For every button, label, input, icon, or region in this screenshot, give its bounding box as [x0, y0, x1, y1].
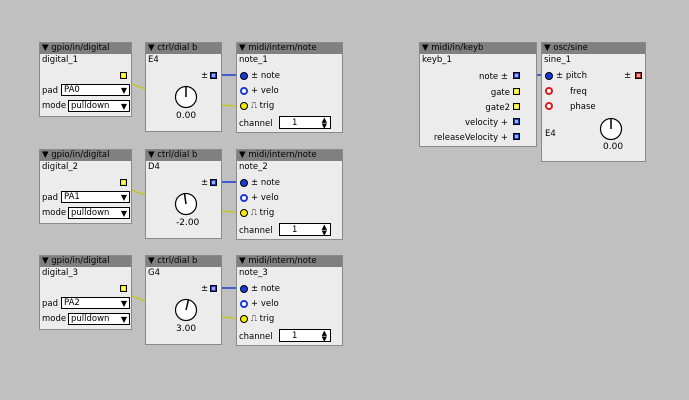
dial-out-pm: ± [201, 71, 209, 81]
note-instance: note_1 [239, 55, 268, 65]
dial-value: 3.00 [176, 324, 197, 334]
note-in-note-port[interactable] [240, 285, 248, 293]
sine-instance: sine_1 [544, 55, 572, 65]
dial-value: 0.00 [176, 111, 197, 121]
dial-object[interactable] [145, 149, 222, 239]
note-in-note-port[interactable] [240, 72, 248, 80]
note-channel-label: channel [239, 226, 273, 236]
gpio-pad-label: pad [42, 86, 58, 96]
note-title: midi/intern/note [248, 150, 317, 160]
sine-object[interactable] [541, 42, 646, 162]
note-in-trig-port[interactable] [240, 209, 248, 217]
gpio-mode-label: mode [42, 101, 67, 111]
note-object[interactable] [236, 42, 343, 133]
chevron-down-icon: ▼ [120, 299, 127, 308]
sine-dial-knob[interactable] [598, 116, 624, 142]
pad-select-value: PA2 [64, 298, 80, 308]
spinner-arrows-icon[interactable]: ▲ ▼ [321, 116, 327, 130]
pad-select[interactable] [61, 297, 130, 309]
note-in-trig-port[interactable] [240, 102, 248, 110]
note-in-note-port[interactable] [240, 179, 248, 187]
dial-instance: D4 [148, 162, 160, 172]
chevron-down-icon: ▼ [120, 315, 127, 324]
note-title: midi/intern/note [248, 43, 317, 53]
dial-title: ctrl/dial b [157, 256, 198, 266]
sine-in-phase-label: phase [570, 102, 596, 112]
gpio-pad-label: pad [42, 193, 58, 203]
note-in-note-label: ± note [251, 178, 280, 188]
dial-knob[interactable] [173, 297, 199, 323]
note-in-trig-port[interactable] [240, 315, 248, 323]
mode-select[interactable] [68, 100, 130, 112]
gpio-mode-label: mode [42, 314, 67, 324]
keyb-out-gate2-label: gate2 [485, 103, 510, 113]
keyb-header[interactable]: ▼ midi/in/keyb [420, 43, 536, 54]
dial-title: ctrl/dial b [157, 150, 198, 160]
gpio-mode-label: mode [42, 208, 67, 218]
gpio-title: gpio/in/digital [51, 150, 110, 160]
keyb-out-gate-port[interactable] [513, 88, 520, 95]
chevron-down-icon: ▼ [120, 209, 127, 218]
note-in-trig-label: ⎍ trig [251, 314, 275, 324]
channel-value: 1 [292, 331, 298, 341]
chevron-down-icon: ▼ [120, 102, 127, 111]
keyb-instance: keyb_1 [422, 55, 452, 65]
note-header[interactable]: ▼ midi/intern/note [237, 256, 342, 267]
note-channel-label: channel [239, 119, 273, 129]
pad-select-value: PA1 [64, 192, 80, 202]
note-channel-label: channel [239, 332, 273, 342]
dial-instance: G4 [148, 268, 160, 278]
note-instance: note_3 [239, 268, 268, 278]
mode-select[interactable] [68, 207, 130, 219]
sine-header[interactable]: ▼ osc/sine [542, 43, 645, 54]
note-object[interactable] [236, 255, 343, 346]
dial-out-pm: ± [201, 284, 209, 294]
note-in-velo-label: + velo [251, 86, 279, 96]
sine-in-pitch-label: ± pitch [556, 71, 587, 81]
channel-spinner[interactable] [279, 329, 331, 342]
channel-spinner[interactable] [279, 116, 331, 129]
keyb-out-gate-label: gate [490, 88, 510, 98]
pad-select[interactable] [61, 191, 130, 203]
keyb-title: midi/in/keyb [431, 43, 484, 53]
sine-in-pitch-port[interactable] [545, 72, 553, 80]
gpio-object[interactable] [39, 42, 132, 117]
gpio-pad-label: pad [42, 299, 58, 309]
note-in-trig-label: ⎍ trig [251, 101, 275, 111]
dial-knob[interactable] [173, 191, 199, 217]
dial-out-port[interactable] [210, 179, 217, 186]
dial-out-pm: ± [201, 178, 209, 188]
gpio-instance: digital_3 [42, 268, 79, 278]
dial-instance: E4 [148, 55, 159, 65]
dial-title: ctrl/dial b [157, 43, 198, 53]
gpio-out-port[interactable] [120, 179, 127, 186]
sine-in-phase-port[interactable] [545, 102, 553, 110]
keyb-out-velocity-port[interactable] [513, 118, 520, 125]
keyb-object[interactable] [419, 42, 537, 147]
sine-dial-value: 0.00 [603, 142, 624, 152]
keyb-out-release-port[interactable] [513, 133, 520, 140]
gpio-header[interactable]: ▼ gpio/in/digital [40, 150, 131, 161]
sine-in-freq-label: freq [570, 87, 587, 97]
channel-spinner[interactable] [279, 223, 331, 236]
gpio-instance: digital_2 [42, 162, 79, 172]
gpio-object[interactable] [39, 255, 132, 330]
note-in-trig-label: ⎍ trig [251, 208, 275, 218]
gpio-header[interactable]: ▼ gpio/in/digital [40, 256, 131, 267]
note-in-velo-port[interactable] [240, 87, 248, 95]
note-header[interactable]: ▼ midi/intern/note [237, 150, 342, 161]
dial-header[interactable]: ▼ ctrl/dial b [146, 43, 221, 54]
gpio-out-port[interactable] [120, 285, 127, 292]
gpio-title: gpio/in/digital [51, 256, 110, 266]
dial-header[interactable]: ▼ ctrl/dial b [146, 150, 221, 161]
note-title: midi/intern/note [248, 256, 317, 266]
dial-object[interactable] [145, 255, 222, 345]
note-in-note-label: ± note [251, 284, 280, 294]
channel-value: 1 [292, 118, 298, 128]
note-in-velo-port[interactable] [240, 194, 248, 202]
chevron-down-icon: ▼ [120, 86, 127, 95]
dial-out-port[interactable] [210, 285, 217, 292]
keyb-out-note-port[interactable] [513, 72, 520, 79]
gpio-instance: digital_1 [42, 55, 79, 65]
note-in-velo-label: + velo [251, 299, 279, 309]
note-instance: note_2 [239, 162, 268, 172]
sine-out-wave-port[interactable] [635, 72, 642, 79]
keyb-out-release-label: releaseVelocity + [433, 133, 508, 143]
dial-out-port[interactable] [210, 72, 217, 79]
dial-knob[interactable] [173, 84, 199, 110]
spinner-arrows-icon[interactable]: ▲ ▼ [321, 329, 327, 343]
mode-select-value: pulldown [71, 208, 110, 218]
sine-out-pm: ± [624, 71, 632, 81]
gpio-object[interactable] [39, 149, 132, 224]
note-in-velo-label: + velo [251, 193, 279, 203]
mode-select-value: pulldown [71, 101, 110, 111]
dial-value: -2.00 [176, 218, 200, 228]
note-in-note-label: ± note [251, 71, 280, 81]
gpio-title: gpio/in/digital [51, 43, 110, 53]
dial-header[interactable]: ▼ ctrl/dial b [146, 256, 221, 267]
note-in-velo-port[interactable] [240, 300, 248, 308]
note-object[interactable] [236, 149, 343, 240]
channel-value: 1 [292, 225, 298, 235]
mode-select-value: pulldown [71, 314, 110, 324]
spinner-arrows-icon[interactable]: ▲ ▼ [321, 223, 327, 237]
sine-in-freq-port[interactable] [545, 87, 553, 95]
keyb-out-note-label: note ± [479, 72, 508, 82]
gpio-header[interactable]: ▼ gpio/in/digital [40, 43, 131, 54]
gpio-out-port[interactable] [120, 72, 127, 79]
note-header[interactable]: ▼ midi/intern/note [237, 43, 342, 54]
sine-dial-label: E4 [545, 129, 556, 139]
chevron-down-icon: ▼ [120, 193, 127, 202]
keyb-out-velocity-label: velocity + [464, 118, 508, 128]
sine-title: osc/sine [553, 43, 588, 53]
mode-select[interactable] [68, 313, 130, 325]
pad-select-value: PA0 [64, 85, 80, 95]
dial-object[interactable] [145, 42, 222, 132]
keyb-out-gate2-port[interactable] [513, 103, 520, 110]
pad-select[interactable] [61, 84, 130, 96]
